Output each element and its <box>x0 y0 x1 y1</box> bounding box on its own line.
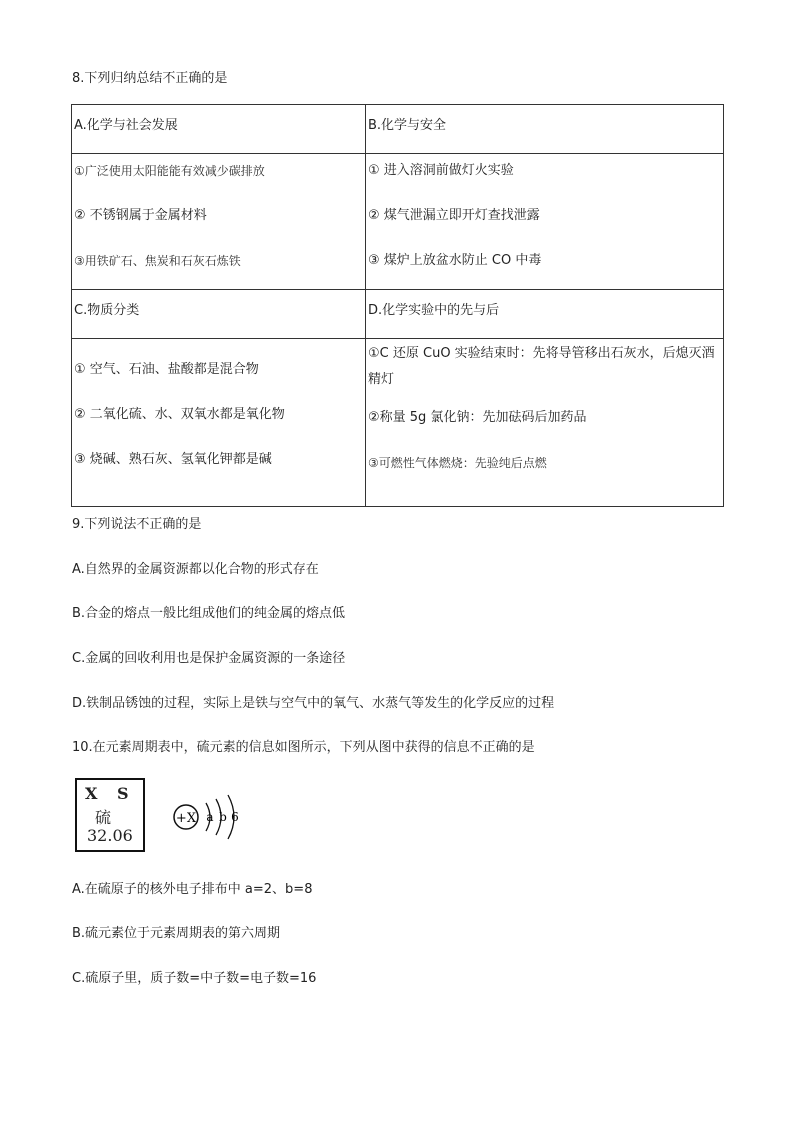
option-c: C.硫原子里，质子数=中子数=电子数=16 <box>72 971 317 986</box>
shell-count-3: 6 <box>231 810 239 824</box>
question-9-stem: 9.下列说法不正确的是 <box>72 517 202 532</box>
list-item: ① 进入溶洞前做灯火实验 <box>368 163 514 178</box>
list-item: ②称量 5g 氯化钠：先加砝码后加药品 <box>368 410 587 425</box>
list-item: ② 不锈钢属于金属材料 <box>74 208 207 223</box>
cell-c-body <box>72 339 366 507</box>
list-item: ①广泛使用太阳能能有效减少碳排放 <box>74 164 265 178</box>
nucleus-label: +X <box>175 811 197 826</box>
option-d: D.铁制品锈蚀的过程，实际上是铁与空气中的氧气、水蒸气等发生的化学反应的过程 <box>72 696 555 711</box>
question-8-stem: 8.下列归纳总结不正确的是 <box>72 71 228 86</box>
list-item: ③ 煤炉上放盆水防止 CO 中毒 <box>368 253 542 268</box>
option-c: C.金属的回收利用也是保护金属资源的一条途径 <box>72 651 346 666</box>
option-b: B.合金的熔点一般比组成他们的纯金属的熔点低 <box>72 606 346 621</box>
atomic-number-label: X <box>85 784 98 803</box>
option-b: B.硫元素位于元素周期表的第六周期 <box>72 926 281 941</box>
list-item: ③可燃性气体燃烧：先验纯后点燃 <box>368 456 547 470</box>
option-a: A.在硫原子的核外电子排布中 a=2、b=8 <box>72 882 313 897</box>
shell-count-b: b <box>219 810 227 824</box>
list-item: ③ 烧碱、熟石灰、氢氧化钾都是碱 <box>74 452 272 467</box>
summary-table <box>71 104 724 507</box>
list-item: ② 煤气泄漏立即开灯查找泄露 <box>368 208 540 223</box>
cell-b-body <box>366 154 724 290</box>
shell-count-a: a <box>206 810 214 824</box>
cell-a-body <box>72 154 366 290</box>
element-symbol: S <box>117 784 129 803</box>
atomic-structure-diagram <box>172 793 252 853</box>
cell-c-title: C.物质分类 <box>72 290 366 339</box>
list-item: ①C 还原 CuO 实验结束时：先将导管移出石灰水，后熄灭酒精灯 <box>368 346 715 387</box>
list-item: ② 二氧化硫、水、双氧水都是氧化物 <box>74 407 285 422</box>
question-10-stem: 10.在元素周期表中，硫元素的信息如图所示，下列从图中获得的信息不正确的是 <box>72 740 535 755</box>
option-a: A.自然界的金属资源都以化合物的形式存在 <box>72 562 319 577</box>
atomic-mass: 32.06 <box>87 826 133 845</box>
cell-a-title: A.化学与社会发展 <box>72 105 366 154</box>
element-name: 硫 <box>95 808 112 827</box>
cell-b-title: B.化学与安全 <box>366 105 724 154</box>
list-item: ③用铁矿石、焦炭和石灰石炼铁 <box>74 254 241 268</box>
element-card <box>75 778 145 852</box>
list-item: ① 空气、石油、盐酸都是混合物 <box>74 362 259 377</box>
cell-d-title: D.化学实验中的先与后 <box>366 290 724 339</box>
cell-d-body <box>366 339 724 507</box>
